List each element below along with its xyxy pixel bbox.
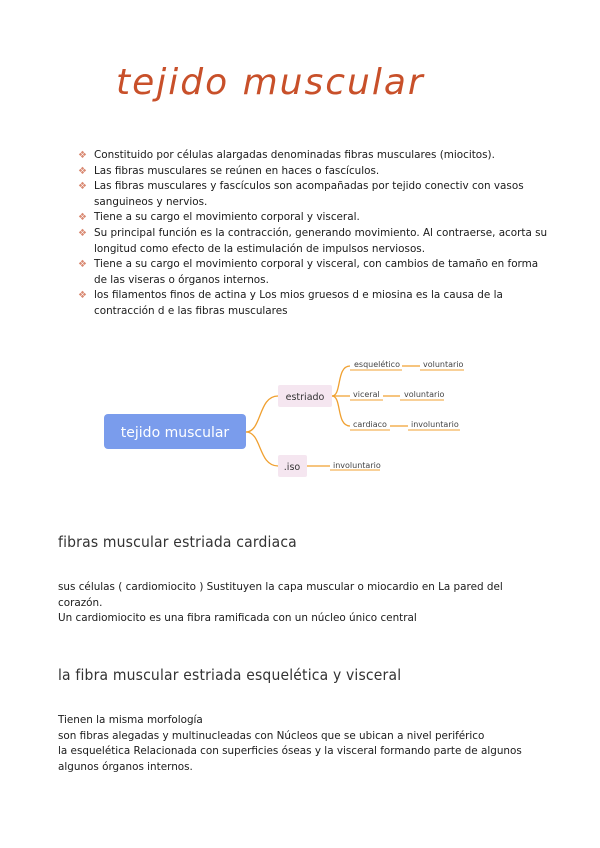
node-esqueletico-label: esquelético [354,360,400,369]
list-item-text: Su principal función es la contracción, generando movimiento. Al contraerse, acorta su longitud como efecto de la estimulación de impulsos nerviosos. [94,226,548,255]
diamond-bullet-icon: ❖ [78,150,87,161]
connector-estriado-cardiaco [332,396,350,426]
connector-root-liso [246,432,278,466]
paragraph-line: la esquelética Relacionada con superficies óseas y la visceral formando parte de algunos algunos órganos internos. [58,745,522,773]
list-item [78,288,548,319]
list-item-text: Tiene a su cargo el movimiento corporal y visceral, con cambios de tamaño en forma de las viseras o órganos internos. [94,258,539,286]
section-heading-cardiaca: fibras muscular estriada cardiaca [58,533,297,551]
list-item [78,164,548,180]
node-cardiaco-involuntario-label: involuntario [411,420,459,429]
node-liso-label: .iso [283,462,301,473]
page-title: tejido muscular [116,62,425,103]
diamond-bullet-icon: ❖ [78,290,87,302]
section-esqueletica-body [58,713,548,775]
paragraph-line: Tienen la misma morfología [58,714,203,726]
list-item-text: Constituido por células alargadas denominadas fibras musculares (miocitos). [94,149,495,161]
mind-map [0,340,600,490]
node-liso-involuntario-label: involuntario [333,461,381,470]
node-cardiaco-label: cardiaco [353,420,387,429]
root-node-label: tejido muscular [120,425,230,441]
list-item [78,148,548,164]
connector-estriado-esqueletico [332,366,350,396]
diamond-bullet-icon: ❖ [78,227,87,239]
mind-map-connectors [246,366,420,466]
node-estriado-label: estriado [285,392,325,403]
list-item [78,210,548,226]
list-item [78,226,548,257]
list-item [78,179,548,210]
paragraph-line: son fibras alegadas y multinucleadas con Núcleos que se ubican a nivel periférico [58,729,485,742]
list-item-text: Tiene a su cargo el movimiento corporal y visceral. [94,211,360,224]
diamond-bullet-icon: ❖ [78,259,87,271]
paragraph-line: Un cardiomiocito es una fibra ramificada con un núcleo único central [58,612,417,625]
paragraph-line: sus células ( cardiomiocito ) Sustituyen la capa muscular o miocardio en La pared del corazón. [58,581,503,609]
diamond-bullet-icon: ❖ [78,181,87,193]
list-item-text: Las fibras musculares y fascículos son acompañadas por tejido conectiv con vasos sanguineos y nervios. [94,180,524,208]
node-visceral-label: viceral [353,390,380,399]
section-cardiaca-body [58,580,548,627]
connector-root-estriado [246,396,278,432]
section-heading-esqueletica: la fibra muscular estriada esquelética y visceral [58,666,402,684]
list-item [78,257,548,288]
diamond-bullet-icon: ❖ [78,212,87,224]
list-item-text: Las fibras musculares se reúnen en haces o fascículos. [94,164,380,177]
bullet-list [78,148,548,320]
node-esqueletico-voluntario-label: voluntario [423,360,464,369]
list-item-text: los filamentos finos de actina y Los mios gruesos d e miosina es la causa de la contracción d e las fibras musculares [94,289,503,317]
node-visceral-voluntario-label: voluntario [404,390,445,399]
diamond-bullet-icon: ❖ [78,165,87,177]
